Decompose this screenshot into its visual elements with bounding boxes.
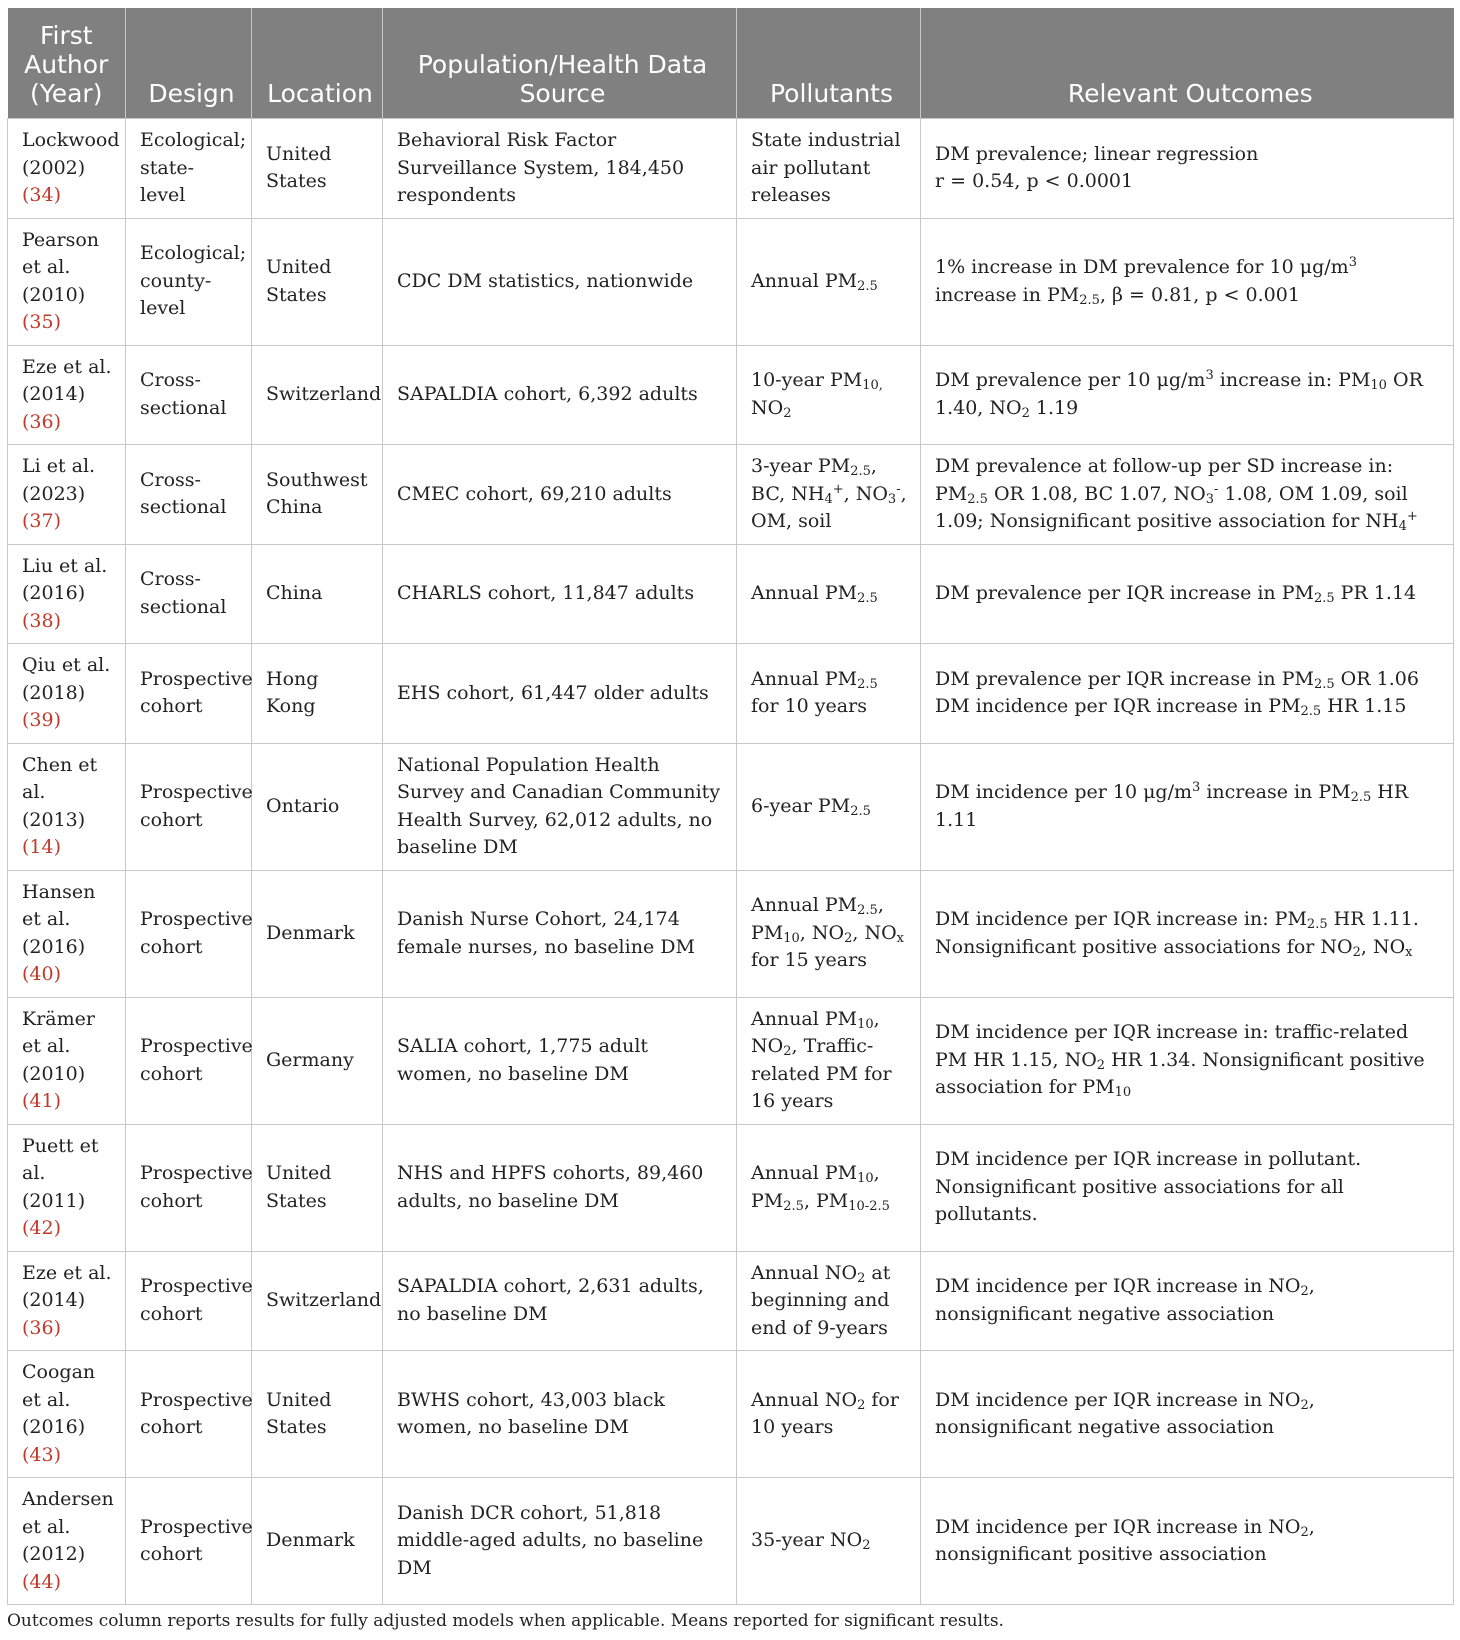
cell-source: National Population Health Survey and Canadian Community Health Survey, 62,012 adults, no baseline DM — [383, 743, 737, 870]
reference-link[interactable]: (35) — [22, 311, 62, 333]
author-text: Chen et al. (2013) — [22, 753, 98, 831]
cell-design: Prospective cohort — [126, 1124, 252, 1251]
cell-location: Hong Kong — [252, 644, 383, 744]
cell-design: Prospective cohort — [126, 644, 252, 744]
table-row — [8, 445, 1454, 545]
cell-outcomes: DM incidence per IQR increase in $NO_2$, nonsignificant negative association — [921, 1351, 1454, 1478]
cell-source: Danish Nurse Cohort, 24,174 female nurses, no baseline DM — [383, 870, 737, 997]
cell-design: Cross-sectional — [126, 544, 252, 644]
cell-design: Prospective cohort — [126, 1351, 252, 1478]
cell-outcomes: DM incidence per IQR increase in $NO_2$, nonsignificant positive association — [921, 1478, 1454, 1605]
cell-source: EHS cohort, 61,447 older adults — [383, 644, 737, 744]
cell-location: Ontario — [252, 743, 383, 870]
author-text: Qiu et al. (2018) — [22, 654, 111, 704]
author-text: Eze et al. (2014) — [22, 355, 112, 405]
table-row — [8, 870, 1454, 997]
table-row — [8, 544, 1454, 644]
reference-link[interactable]: (38) — [22, 609, 62, 632]
cell-outcomes: DM incidence per IQR increase in: traffic-related PM HR 1.15, $NO_2$ HR 1.34. Nonsignificant positive association for $PM_{10}$ — [921, 997, 1454, 1124]
cell-pollutants: Annual $PM_{10}$, $NO_2$, Traffic-related PM for 16 years — [737, 997, 921, 1124]
table-row — [8, 119, 1454, 219]
cell-location: United States — [252, 119, 383, 219]
cell-outcomes: DM prevalence at follow-up per SD increase in: $PM_{2.5}$ OR 1.08, BC 1.07, $NO_3^-$ 1.08, OM 1.09, soil 1.09; Nonsignificant positive association for $NH_4^+$ — [921, 445, 1454, 545]
cell-source: BWHS cohort, 43,003 black women, no baseline DM — [383, 1351, 737, 1478]
cell-pollutants: 10-year $PM_{10,}$ $NO_2$ — [737, 345, 921, 445]
cell-design: Prospective cohort — [126, 870, 252, 997]
cell-source: Behavioral Risk Factor Surveillance System, 184,450 respondents — [383, 119, 737, 219]
cell-author — [8, 445, 126, 545]
cell-source: SALIA cohort, 1,775 adult women, no baseline DM — [383, 997, 737, 1124]
cell-author — [8, 870, 126, 997]
cell-outcomes: DM prevalence per IQR increase in $PM_{2.5}$ OR 1.06 DM incidence per IQR increase in $PM_{2.5}$ HR 1.15 — [921, 644, 1454, 744]
author-text: Puett et al. (2011) — [22, 1134, 99, 1212]
cell-outcomes: DM prevalence per 10 $\mu g/m^3$ increase in: $PM_{10}$ OR 1.40, $NO_2$ 1.19 — [921, 345, 1454, 445]
header-author: First Author (Year) — [8, 8, 126, 119]
cell-location: United States — [252, 1351, 383, 1478]
cell-outcomes: DM incidence per IQR increase in: $PM_{2.5}$ HR 1.11. Nonsignificant positive associations for $NO_2$, $NO_x$ — [921, 870, 1454, 997]
cell-source: Danish DCR cohort, 51,818 middle-aged adults, no baseline DM — [383, 1478, 737, 1605]
cell-source: CHARLS cohort, 11,847 adults — [383, 544, 737, 644]
cell-design: Cross-sectional — [126, 345, 252, 445]
cell-location: United States — [252, 218, 383, 345]
header-source: Population/Health Data Source — [383, 8, 737, 119]
reference-link[interactable]: (39) — [22, 709, 62, 731]
table-row — [8, 1124, 1454, 1251]
header-outcomes: Relevant Outcomes — [921, 8, 1454, 119]
cell-author — [8, 1124, 126, 1251]
cell-design: Prospective cohort — [126, 1251, 252, 1351]
author-text: Lockwood (2002) — [22, 129, 120, 179]
cell-design: Ecological; county-level — [126, 218, 252, 345]
table-row — [8, 1351, 1454, 1478]
cell-author — [8, 1351, 126, 1478]
cell-outcomes: DM prevalence per IQR increase in $PM_{2.5}$ PR 1.14 — [921, 544, 1454, 644]
cell-pollutants: 35-year $NO_2$ — [737, 1478, 921, 1605]
author-text: Hansen et al. (2016) — [22, 880, 96, 958]
cell-pollutants: State industrial air pollutant releases — [737, 119, 921, 219]
author-text: Pearson et al. (2010) — [22, 228, 100, 306]
cell-pollutants: Annual $PM_{2.5}$ for 10 years — [737, 644, 921, 744]
cell-author — [8, 997, 126, 1124]
cell-author — [8, 644, 126, 744]
cell-location: Switzerland — [252, 1251, 383, 1351]
cell-pollutants: Annual $PM_{10}$, $PM_{2.5}$, $PM_{10-2.5}$ — [737, 1124, 921, 1251]
cell-source: CMEC cohort, 69,210 adults — [383, 445, 737, 545]
cell-outcomes: DM incidence per IQR increase in $NO_2$, nonsignificant negative association — [921, 1251, 1454, 1351]
cell-outcomes: DM incidence per IQR increase in pollutant. Nonsignificant positive associations for all pollutants. — [921, 1124, 1454, 1251]
author-text: Li et al. (2023) — [22, 455, 96, 505]
cell-author — [8, 345, 126, 445]
author-text: Andersen et al. (2012) — [22, 1488, 114, 1565]
cell-design: Ecological; state-level — [126, 119, 252, 219]
header-design: Design — [126, 8, 252, 119]
cell-author — [8, 1251, 126, 1351]
cell-location: Denmark — [252, 1478, 383, 1605]
cell-location: United States — [252, 1124, 383, 1251]
footnote: Outcomes column reports results for fully adjusted models when applicable. Means reported for significant results. — [7, 1611, 1004, 1631]
table-row — [8, 1478, 1454, 1605]
reference-link[interactable]: (40) — [22, 963, 62, 985]
cell-location: Southwest China — [252, 445, 383, 545]
reference-link[interactable]: (42) — [22, 1217, 62, 1239]
cell-location: Switzerland — [252, 345, 383, 445]
author-text: Krämer et al. (2010) — [22, 1007, 95, 1085]
cell-pollutants: 6-year $PM_{2.5}$ — [737, 743, 921, 870]
table-container — [7, 8, 1453, 1605]
cell-pollutants: Annual $NO_2$ for 10 years — [737, 1351, 921, 1478]
studies-table — [7, 8, 1454, 1605]
cell-author — [8, 218, 126, 345]
reference-link[interactable]: (44) — [22, 1570, 62, 1593]
header-location: Location — [252, 8, 383, 119]
reference-link[interactable]: (41) — [22, 1090, 62, 1112]
cell-author — [8, 119, 126, 219]
table-row — [8, 644, 1454, 744]
cell-design: Prospective cohort — [126, 743, 252, 870]
header-pollutants: Pollutants — [737, 8, 921, 119]
table-row — [8, 1251, 1454, 1351]
cell-pollutants: 3-year $PM_{2.5}$, BC, $NH_4^+$, $NO_3^-$, OM, soil — [737, 445, 921, 545]
cell-outcomes: DM incidence per 10 $\mu g/m^3$ increase in $PM_{2.5}$ HR 1.11 — [921, 743, 1454, 870]
cell-outcomes: 1% increase in DM prevalence for 10 $\mu g/m^3$ increase in $PM_{2.5}$, β = 0.81, p < 0.001 — [921, 218, 1454, 345]
table-row — [8, 743, 1454, 870]
author-text: Coogan et al. (2016) — [22, 1361, 96, 1438]
cell-pollutants: Annual $PM_{2.5}$ — [737, 218, 921, 345]
reference-link[interactable]: (14) — [22, 836, 62, 858]
reference-link[interactable]: (43) — [22, 1443, 62, 1466]
cell-location: China — [252, 544, 383, 644]
cell-author — [8, 743, 126, 870]
cell-pollutants: Annual $NO_2$ at beginning and end of 9-years — [737, 1251, 921, 1351]
cell-pollutants: Annual $PM_{2.5}$, $PM_{10}$, $NO_2$, $NO_x$ for 15 years — [737, 870, 921, 997]
reference-link[interactable]: (37) — [22, 510, 62, 532]
cell-author — [8, 1478, 126, 1605]
cell-design: Prospective cohort — [126, 1478, 252, 1605]
header-row — [8, 8, 1454, 119]
reference-link[interactable]: (36) — [22, 1316, 62, 1339]
cell-source: SAPALDIA cohort, 2,631 adults, no baseline DM — [383, 1251, 737, 1351]
author-text: Eze et al. (2014) — [22, 1261, 112, 1311]
reference-link[interactable]: (36) — [22, 410, 62, 433]
cell-outcomes: DM prevalence; linear regression r = 0.54, p < 0.0001 — [921, 119, 1454, 219]
cell-source: CDC DM statistics, nationwide — [383, 218, 737, 345]
cell-design: Cross-sectional — [126, 445, 252, 545]
cell-location: Denmark — [252, 870, 383, 997]
table-row — [8, 997, 1454, 1124]
reference-link[interactable]: (34) — [22, 184, 62, 206]
cell-source: NHS and HPFS cohorts, 89,460 adults, no baseline DM — [383, 1124, 737, 1251]
cell-author — [8, 544, 126, 644]
cell-source: SAPALDIA cohort, 6,392 adults — [383, 345, 737, 445]
table-row — [8, 345, 1454, 445]
cell-pollutants: Annual $PM_{2.5}$ — [737, 544, 921, 644]
cell-location: Germany — [252, 997, 383, 1124]
author-text: Liu et al. (2016) — [22, 554, 108, 604]
table-row — [8, 218, 1454, 345]
cell-design: Prospective cohort — [126, 997, 252, 1124]
